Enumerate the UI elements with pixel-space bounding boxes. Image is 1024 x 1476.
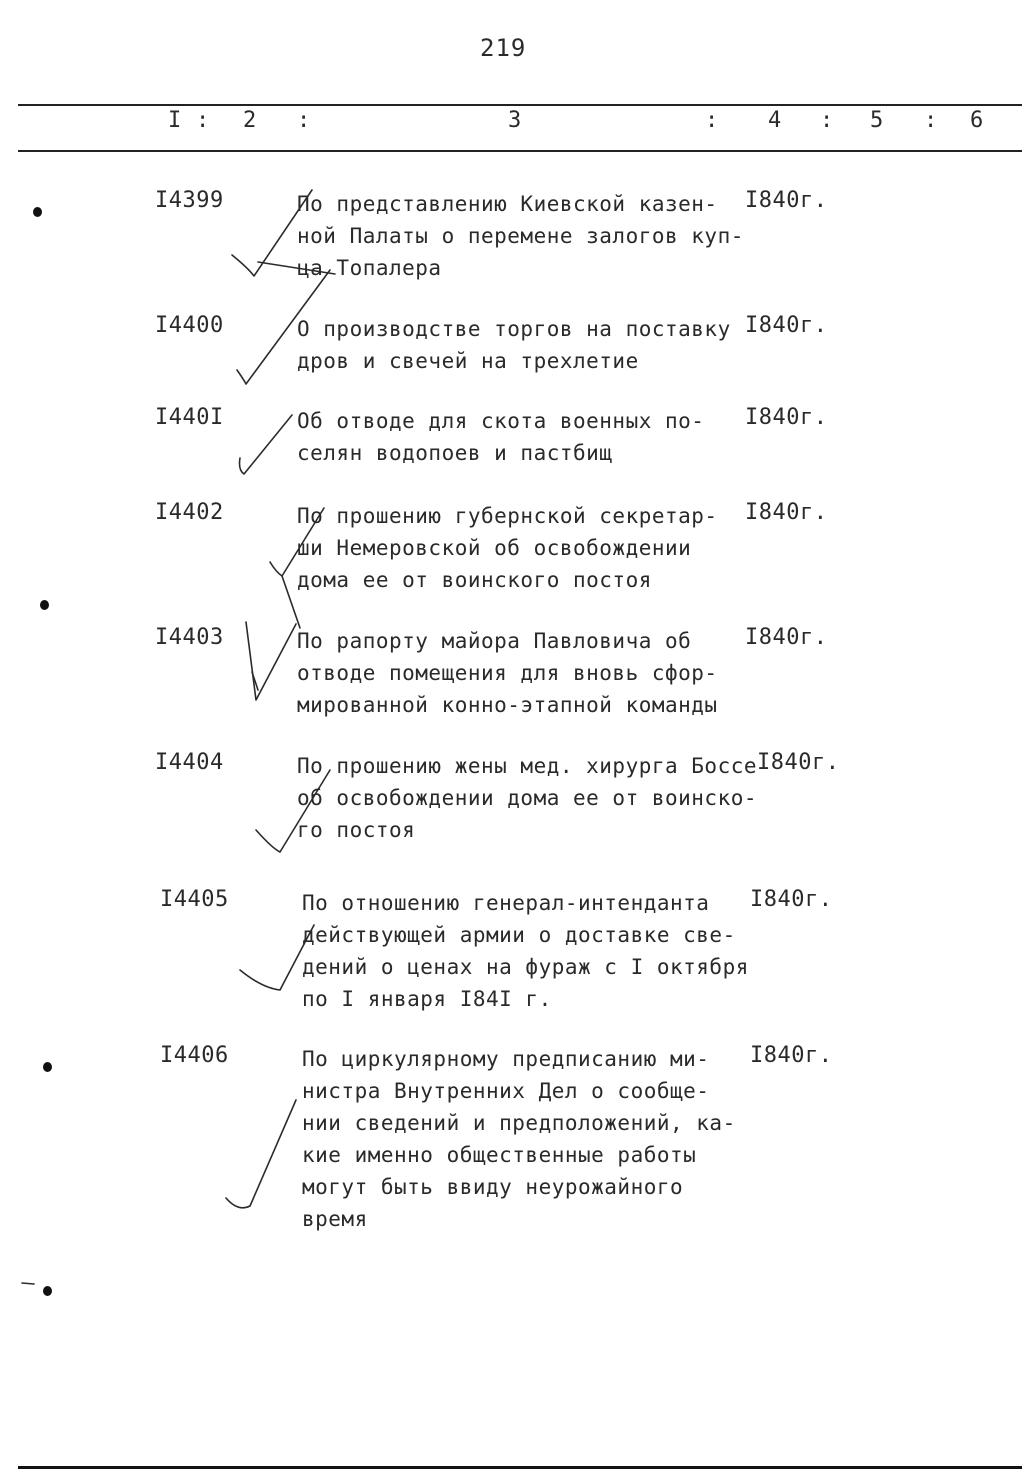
description-line: время bbox=[302, 1207, 368, 1231]
entry-year: I840г. bbox=[750, 1043, 833, 1068]
description-line: ной Палаты о перемене залогов куп- bbox=[297, 224, 744, 248]
entry-description bbox=[297, 625, 747, 721]
description-line: действующей армии о доставке све- bbox=[302, 923, 736, 947]
col-header-4: 4 bbox=[768, 108, 782, 133]
description-line: О производстве торгов на поставку bbox=[297, 317, 731, 341]
check-mark-icon bbox=[246, 622, 296, 700]
description-line: По представлению Киевской казен- bbox=[297, 192, 718, 216]
description-line: По циркулярному предписанию ми- bbox=[302, 1047, 710, 1071]
description-line: По прошению жены мед. хирурга Боссе bbox=[297, 754, 758, 778]
description-line: дений о ценах на фураж с I октября bbox=[302, 955, 749, 979]
entry-year: I840г. bbox=[745, 500, 828, 525]
entry-year: I840г. bbox=[745, 625, 828, 650]
entry-year: I840г. bbox=[745, 313, 828, 338]
entry-number: I4405 bbox=[160, 887, 229, 912]
page-bottom-edge bbox=[18, 1466, 1022, 1469]
entry-description bbox=[297, 313, 747, 377]
description-line: нии сведений и предположений, ка- bbox=[302, 1111, 736, 1135]
entry-year: I840г. bbox=[750, 887, 833, 912]
entry-number: I4400 bbox=[155, 313, 224, 338]
description-line: ши Немеровской об освобождении bbox=[297, 536, 692, 560]
binding-hole bbox=[33, 207, 42, 217]
description-line: об освобождении дома ее от воинско- bbox=[297, 786, 758, 810]
col-header-sep: : bbox=[196, 108, 210, 133]
binding-hole bbox=[40, 600, 49, 610]
description-line: могут быть ввиду неурожайного bbox=[302, 1175, 684, 1199]
entry-number: I4404 bbox=[155, 750, 224, 775]
description-line: го постоя bbox=[297, 818, 416, 842]
description-line: дров и свечей на трехлетие bbox=[297, 349, 639, 373]
description-line: дома ее от воинского постоя bbox=[297, 568, 652, 592]
entry-description bbox=[297, 405, 747, 469]
entry-description bbox=[297, 188, 747, 284]
col-header-2: 2 bbox=[243, 108, 257, 133]
description-line: по I января I84I г. bbox=[302, 987, 552, 1011]
col-header-sep: : bbox=[705, 108, 719, 133]
entry-number: I4399 bbox=[155, 188, 224, 213]
dash-mark bbox=[22, 1283, 34, 1284]
col-header-sep: : bbox=[820, 108, 834, 133]
check-mark-icon bbox=[240, 415, 293, 474]
description-line: мированной конно-этапной команды bbox=[297, 693, 718, 717]
entry-year: I840г. bbox=[745, 188, 828, 213]
col-header-sep: : bbox=[924, 108, 938, 133]
entry-number: I4402 bbox=[155, 500, 224, 525]
check-mark-icon bbox=[252, 672, 258, 690]
binding-hole bbox=[43, 1062, 52, 1072]
col-header-5: 5 bbox=[870, 108, 884, 133]
description-line: ца Топалера bbox=[297, 256, 442, 280]
entry-number: I440I bbox=[155, 405, 224, 430]
description-line: отводе помещения для вновь сфор- bbox=[297, 661, 718, 685]
entry-description bbox=[297, 500, 747, 596]
description-line: Об отводе для скота военных по- bbox=[297, 409, 705, 433]
entry-year: I840г. bbox=[745, 405, 828, 430]
description-line: селян водопоев и пастбищ bbox=[297, 441, 613, 465]
description-line: нистра Внутренних Дел о сообще- bbox=[302, 1079, 710, 1103]
col-header-3: 3 bbox=[508, 108, 522, 133]
description-line: По рапорту майора Павловича об bbox=[297, 629, 692, 653]
check-mark-icon bbox=[226, 1100, 296, 1208]
col-header-sep: : bbox=[297, 108, 311, 133]
binding-hole bbox=[43, 1286, 52, 1296]
entry-number: I4406 bbox=[160, 1043, 229, 1068]
description-line: кие именно общественные работы bbox=[302, 1143, 697, 1167]
col-header-1: I bbox=[168, 108, 182, 133]
entry-number: I4403 bbox=[155, 625, 224, 650]
entry-description bbox=[302, 887, 752, 1015]
description-line: По прошению губернской секретар- bbox=[297, 504, 718, 528]
header-top-rule bbox=[18, 104, 1022, 106]
col-header-6: 6 bbox=[970, 108, 984, 133]
description-line: По отношению генерал-интенданта bbox=[302, 891, 710, 915]
entry-year: I840г. bbox=[757, 750, 840, 775]
entry-description bbox=[302, 1043, 752, 1235]
page-number: 219 bbox=[480, 34, 527, 62]
entry-description bbox=[297, 750, 758, 846]
header-bottom-rule bbox=[18, 150, 1022, 152]
